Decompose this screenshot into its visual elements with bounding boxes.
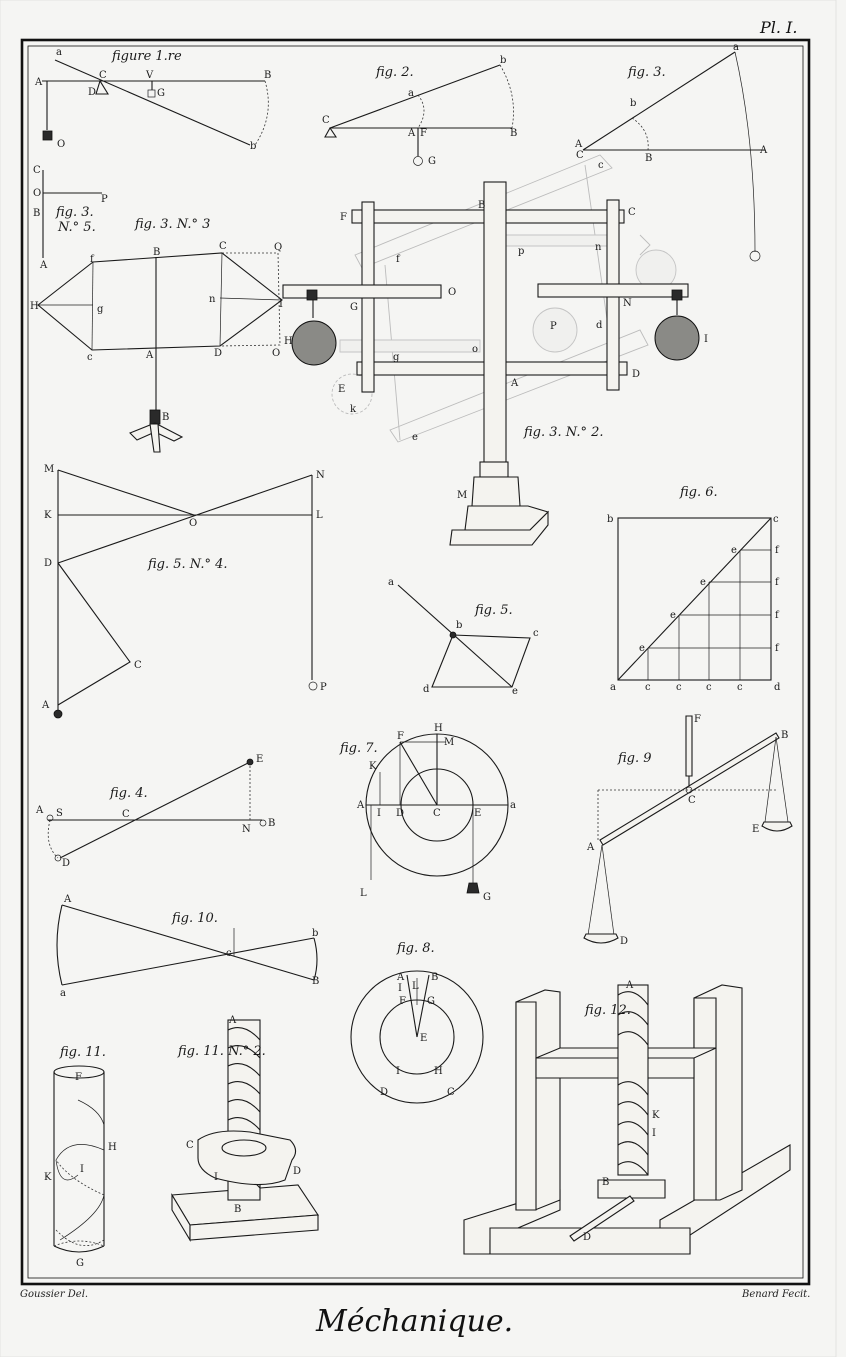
fig5n4-label: K <box>44 510 52 521</box>
fig4-label: D <box>62 858 71 869</box>
fig6-label: f <box>775 577 779 588</box>
fig11n2-label: B <box>234 1204 242 1215</box>
fig3n3-label: I <box>279 299 283 310</box>
fig6-label: f <box>775 643 779 654</box>
figure-11 <box>44 1045 117 1269</box>
fig2-label: b <box>500 55 507 66</box>
fig9-title: fig. 9 <box>618 751 652 766</box>
fig7-label: F <box>397 731 404 742</box>
fig6-label: a <box>610 682 616 693</box>
fig3-label: A <box>575 139 583 150</box>
fig3n3-label: B <box>153 247 161 258</box>
fig3n2-label: N <box>623 298 632 309</box>
fig7-label: K <box>369 761 377 772</box>
fig5-label: d <box>423 684 430 695</box>
fig3n2-label: O <box>448 287 457 298</box>
fig8-label: L <box>412 981 419 992</box>
fig3n5-label: C <box>33 165 41 176</box>
fig2-title: fig. 2. <box>376 65 414 80</box>
fig1-label: V <box>146 70 154 81</box>
fig3n2-label: f <box>396 254 400 265</box>
fig3n2-label: e <box>412 432 418 443</box>
fig7-title: fig. 7. <box>340 741 378 756</box>
fig6-label: c <box>706 682 712 693</box>
fig11n2-label: D <box>293 1166 302 1177</box>
fig8-label: I <box>396 1066 400 1077</box>
figure-11-n2 <box>172 1015 318 1240</box>
fig7-label: D <box>396 808 405 819</box>
fig10-label: A <box>64 894 72 905</box>
fig3n2-label: C <box>628 207 636 218</box>
fig12-title: fig. 12. <box>585 1003 631 1018</box>
fig3n3-label: D <box>214 348 223 359</box>
fig10-title: fig. 10. <box>172 911 218 926</box>
fig9-label: E <box>752 824 760 835</box>
credit-right: Benard Fecit. <box>742 1289 811 1300</box>
fig3n3-label: Q <box>274 242 283 253</box>
fig6-label: f <box>775 610 779 621</box>
plate-title: Méchanique. <box>316 1304 514 1339</box>
fig11-label: F <box>75 1072 82 1083</box>
plate-number: Pl. I. <box>760 18 798 37</box>
fig6-label: c <box>773 514 779 525</box>
fig8-label: I <box>398 983 402 994</box>
fig7-label: M <box>444 737 455 748</box>
fig11-label: I <box>80 1164 84 1175</box>
fig7-label: I <box>377 808 381 819</box>
fig1-title: figure 1.re <box>112 49 182 64</box>
fig3n3-label: C <box>219 241 227 252</box>
figure-2 <box>322 55 517 167</box>
fig4-title: fig. 4. <box>110 786 148 801</box>
fig11-title: fig. 11. <box>60 1045 106 1060</box>
credit-left: Goussier Del. <box>20 1289 89 1300</box>
fig4-label: C <box>122 809 130 820</box>
fig5n4-label: C <box>134 660 142 671</box>
fig6-label: e <box>700 577 706 588</box>
figure-7 <box>339 723 516 903</box>
fig3n2-label: I <box>704 334 708 345</box>
fig3-label: b <box>630 98 637 109</box>
fig2-label: G <box>428 156 436 167</box>
fig3n3-label: B <box>162 412 170 423</box>
fig2-label: B <box>510 128 518 139</box>
fig11n2-label: A <box>229 1015 237 1026</box>
fig10-label: a <box>60 988 66 999</box>
fig4-label: B <box>268 818 276 829</box>
fig5n4-label: M <box>44 464 55 475</box>
fig8-label: A <box>397 972 405 983</box>
fig4-label: A <box>36 805 44 816</box>
figure-3-n3 <box>30 217 283 452</box>
fig6-label: c <box>645 682 651 693</box>
figure-10 <box>57 894 319 999</box>
fig8-label: D <box>380 1087 389 1098</box>
fig12-label: I <box>652 1128 656 1139</box>
fig3n5-subtitle: N.° 5. <box>58 220 96 235</box>
fig3n2-label: H <box>284 336 293 347</box>
fig3n3-label: f <box>90 254 94 265</box>
figure-4 <box>35 754 275 869</box>
fig3n2-label: c <box>598 160 604 171</box>
fig5n4-label: D <box>44 558 53 569</box>
fig2-label: a <box>408 88 414 99</box>
fig3n2-label: n <box>595 242 602 253</box>
fig7-label: L <box>360 888 367 899</box>
fig12-label: A <box>626 980 634 991</box>
fig3-label: A <box>760 145 768 156</box>
fig5n4-label: N <box>316 470 325 481</box>
fig3n2-label: E <box>338 384 346 395</box>
fig6-label: f <box>775 545 779 556</box>
fig6-label: b <box>607 514 614 525</box>
fig7-label: a <box>510 800 516 811</box>
fig4-label: N <box>242 824 251 835</box>
fig3n2-title: fig. 3. N.° 2. <box>524 425 604 440</box>
fig10-label: B <box>312 976 320 987</box>
fig3n3-label: H <box>30 301 39 312</box>
fig3n3-label: n <box>209 294 216 305</box>
fig5n4-label: A <box>42 700 50 711</box>
fig3n2-label: d <box>596 320 603 331</box>
fig2-label: C <box>322 115 330 126</box>
fig3n2-label: D <box>632 369 641 380</box>
fig3n2-label: M <box>457 490 468 501</box>
fig11n2-label: I <box>214 1172 218 1183</box>
fig4-label: E <box>256 754 264 765</box>
fig3n2-label: F <box>340 212 347 223</box>
fig11-label: K <box>44 1172 52 1183</box>
fig3-label: B <box>645 153 653 164</box>
fig3-label: a <box>733 42 739 53</box>
fig6-label: c <box>676 682 682 693</box>
figure-12 <box>464 980 790 1254</box>
fig3n2-label: G <box>350 302 358 313</box>
fig12-label: K <box>652 1110 660 1121</box>
figure-5-n4 <box>41 464 327 718</box>
fig1-label: b <box>250 141 257 152</box>
fig7-label: H <box>434 723 443 734</box>
fig5n4-label: O <box>189 518 198 529</box>
fig9-label: A <box>587 842 595 853</box>
fig2-label: A <box>408 128 416 139</box>
fig5-label: b <box>456 620 463 631</box>
fig5n4-label: P <box>320 682 327 693</box>
figure-3 <box>574 42 768 261</box>
fig3n2-label: o <box>472 344 479 355</box>
fig6-label: c <box>737 682 743 693</box>
fig5-label: a <box>388 577 394 588</box>
fig11n2-label: C <box>186 1140 194 1151</box>
fig6-label: e <box>670 610 676 621</box>
fig1-label: a <box>56 47 62 58</box>
fig3n5-label: A <box>40 260 48 271</box>
fig10-label: b <box>312 928 319 939</box>
fig3-title: fig. 3. <box>628 65 666 80</box>
fig3n3-label: O <box>272 348 281 359</box>
fig12-label: B <box>602 1177 610 1188</box>
fig6-label: d <box>774 682 781 693</box>
fig9-label: F <box>694 714 701 725</box>
fig3n3-label: A <box>146 350 154 361</box>
fig8-label: H <box>434 1066 443 1077</box>
fig4-label: S <box>56 808 63 819</box>
fig9-label: C <box>688 795 696 806</box>
fig3n3-title: fig. 3. N.° 3 <box>135 217 211 232</box>
fig1-label: C <box>99 70 107 81</box>
fig1-label: A <box>35 77 43 88</box>
fig7-label: A <box>357 800 365 811</box>
figure-3-n2 <box>283 155 708 545</box>
fig9-label: B <box>781 730 789 741</box>
fig8-label: E <box>420 1033 428 1044</box>
fig6-label: e <box>639 643 645 654</box>
fig3n2-label: P <box>550 321 557 332</box>
fig11-label: H <box>108 1142 117 1153</box>
fig1-label: D <box>88 87 97 98</box>
figure-8 <box>351 941 483 1103</box>
fig6-title: fig. 6. <box>680 485 718 500</box>
fig5-label: e <box>512 686 518 697</box>
fig3n2-label: p <box>518 246 525 257</box>
fig5-title: fig. 5. <box>475 603 513 618</box>
fig3n5-label: B <box>33 208 41 219</box>
fig3n2-label: k <box>350 404 357 415</box>
fig1-label: G <box>157 88 165 99</box>
fig3n5-title: fig. 3. <box>56 205 94 220</box>
fig7-label: E <box>474 808 482 819</box>
fig1-label: B <box>264 70 272 81</box>
figure-6 <box>607 485 781 693</box>
fig3n3-label: c <box>87 352 93 363</box>
figure-5 <box>388 577 539 697</box>
fig3n3-label: g <box>97 304 104 315</box>
figure-3-n5 <box>33 165 108 271</box>
fig8-label: F <box>399 996 406 1007</box>
fig11n2-title: fig. 11. N.° 2. <box>178 1044 266 1059</box>
fig8-label: G <box>427 996 435 1007</box>
fig11-label: G <box>76 1258 84 1269</box>
fig8-title: fig. 8. <box>397 941 435 956</box>
figure-1 <box>34 47 271 152</box>
fig3n2-label: g <box>393 352 400 363</box>
fig7-label: G <box>483 892 491 903</box>
fig6-label: e <box>731 545 737 556</box>
fig8-label: B <box>431 972 439 983</box>
fig7-label: C <box>433 808 441 819</box>
fig3n5-label: O <box>33 188 42 199</box>
fig10-label: c <box>226 948 232 959</box>
fig3n2-label: B <box>478 200 486 211</box>
fig5n4-label: L <box>316 510 323 521</box>
fig9-label: D <box>620 936 629 947</box>
fig3n2-label: A <box>511 378 519 389</box>
fig1-label: O <box>57 139 66 150</box>
fig2-label: F <box>420 128 427 139</box>
fig12-label: D <box>583 1232 592 1243</box>
fig3n5-label: P <box>101 194 108 205</box>
fig8-label: C <box>447 1087 455 1098</box>
fig5-label: c <box>533 628 539 639</box>
fig3-label: C <box>576 150 584 161</box>
figure-9 <box>584 714 792 947</box>
fig5n4-title: fig. 5. N.° 4. <box>148 557 228 572</box>
